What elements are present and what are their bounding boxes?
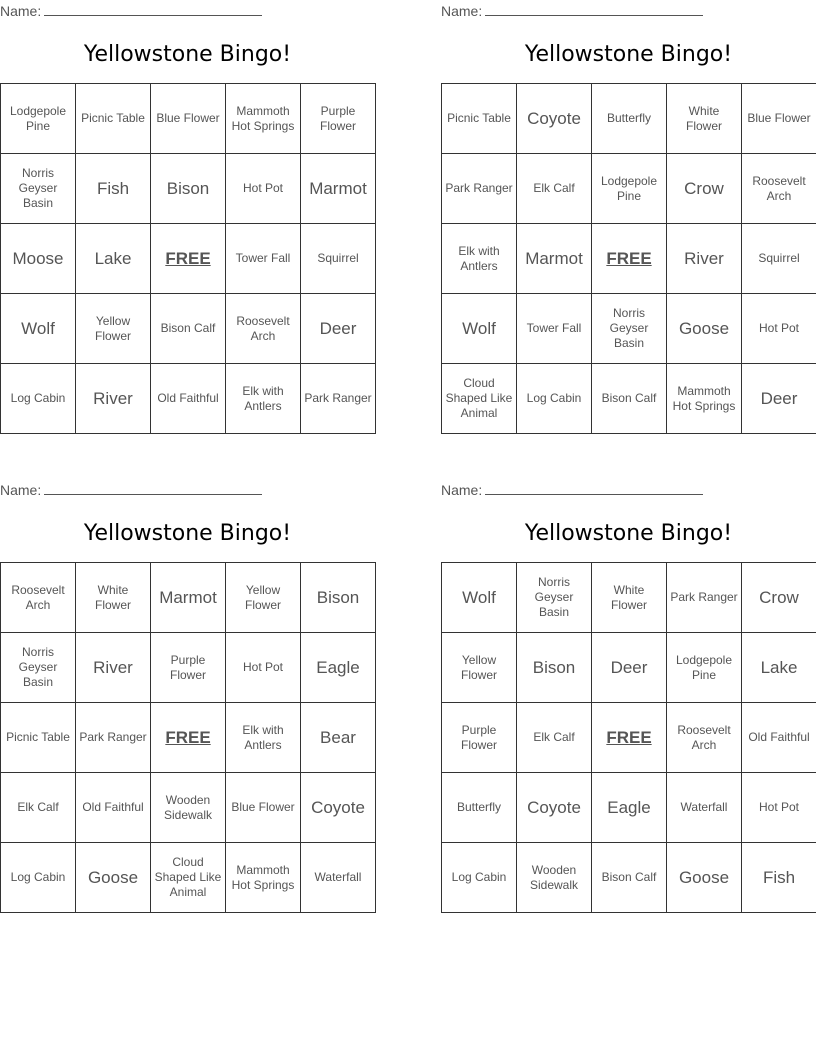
bingo-cell: Mammoth Hot Springs [226, 843, 301, 913]
bingo-cell: Hot Pot [226, 633, 301, 703]
bingo-cell: Lodgepole Pine [1, 84, 76, 154]
bingo-cell: Waterfall [667, 773, 742, 843]
name-field [0, 2, 375, 20]
bingo-cell: Blue Flower [742, 84, 816, 154]
free-space: FREE [151, 703, 226, 773]
bingo-cell: Old Faithful [151, 364, 226, 434]
bingo-cell: Goose [76, 843, 151, 913]
bingo-cell: Butterfly [592, 84, 667, 154]
bingo-cell: Deer [301, 294, 376, 364]
bingo-grid [441, 562, 816, 913]
bingo-cell: Coyote [517, 773, 592, 843]
bingo-cell: Deer [592, 633, 667, 703]
bingo-cell: Picnic Table [442, 84, 517, 154]
name-underline [485, 481, 703, 495]
bingo-cell: Hot Pot [742, 294, 816, 364]
bingo-cell: Elk with Antlers [226, 703, 301, 773]
bingo-cell: Elk with Antlers [442, 224, 517, 294]
bingo-cell: Norris Geyser Basin [1, 154, 76, 224]
bingo-cell: Bear [301, 703, 376, 773]
bingo-cell: Bison [517, 633, 592, 703]
bingo-cell: Purple Flower [442, 703, 517, 773]
name-field [441, 481, 816, 499]
bingo-cell: Butterfly [442, 773, 517, 843]
bingo-cell: Log Cabin [517, 364, 592, 434]
bingo-cell: Purple Flower [301, 84, 376, 154]
bingo-cell: Tower Fall [226, 224, 301, 294]
bingo-cell: Cloud Shaped Like Animal [442, 364, 517, 434]
card-title: Yellowstone Bingo! [524, 521, 733, 546]
bingo-cell: Park Ranger [667, 563, 742, 633]
bingo-cell: White Flower [76, 563, 151, 633]
name-field [441, 2, 816, 20]
bingo-cell: Lake [76, 224, 151, 294]
bingo-cell: Wolf [442, 563, 517, 633]
bingo-cell: Moose [1, 224, 76, 294]
bingo-cell: Wooden Sidewalk [517, 843, 592, 913]
bingo-cell: Fish [742, 843, 816, 913]
bingo-cell: Norris Geyser Basin [517, 563, 592, 633]
bingo-cell: Crow [667, 154, 742, 224]
bingo-cell: Blue Flower [226, 773, 301, 843]
bingo-cell: Hot Pot [742, 773, 816, 843]
bingo-cell: Wolf [1, 294, 76, 364]
card-title: Yellowstone Bingo! [83, 521, 292, 546]
bingo-cell: Picnic Table [76, 84, 151, 154]
bingo-cell: Roosevelt Arch [226, 294, 301, 364]
bingo-cell: Roosevelt Arch [1, 563, 76, 633]
bingo-cell: Wooden Sidewalk [151, 773, 226, 843]
bingo-cell: Crow [742, 563, 816, 633]
bingo-cell: Blue Flower [151, 84, 226, 154]
bingo-cell: Log Cabin [1, 364, 76, 434]
bingo-cell: Park Ranger [76, 703, 151, 773]
bingo-cell: Squirrel [742, 224, 816, 294]
bingo-cell: Old Faithful [76, 773, 151, 843]
bingo-card-3 [0, 481, 375, 913]
card-title: Yellowstone Bingo! [524, 42, 733, 67]
name-underline [44, 481, 262, 495]
bingo-cell: Yellow Flower [76, 294, 151, 364]
bingo-card-2 [441, 2, 816, 434]
bingo-cell: Mammoth Hot Springs [226, 84, 301, 154]
bingo-cell: Goose [667, 843, 742, 913]
bingo-cell: White Flower [667, 84, 742, 154]
bingo-cell: Bison [301, 563, 376, 633]
bingo-card-1 [0, 2, 375, 434]
bingo-cell: Elk with Antlers [226, 364, 301, 434]
bingo-cell: Bison [151, 154, 226, 224]
bingo-cell: Picnic Table [1, 703, 76, 773]
bingo-cell: Hot Pot [226, 154, 301, 224]
bingo-cell: Cloud Shaped Like Animal [151, 843, 226, 913]
bingo-cell: Norris Geyser Basin [1, 633, 76, 703]
bingo-cell: Marmot [151, 563, 226, 633]
bingo-cell: Tower Fall [517, 294, 592, 364]
bingo-cell: River [76, 633, 151, 703]
name-label: Name: [0, 482, 42, 498]
name-field [0, 481, 375, 499]
bingo-card-4 [441, 481, 816, 913]
bingo-cell: Eagle [592, 773, 667, 843]
bingo-cell: River [76, 364, 151, 434]
bingo-cell: Log Cabin [442, 843, 517, 913]
bingo-cell: Marmot [517, 224, 592, 294]
bingo-cell: Yellow Flower [226, 563, 301, 633]
bingo-cell: Log Cabin [1, 843, 76, 913]
bingo-cell: Elk Calf [1, 773, 76, 843]
bingo-cell: Bison Calf [151, 294, 226, 364]
bingo-cell: River [667, 224, 742, 294]
bingo-cell: Squirrel [301, 224, 376, 294]
name-label: Name: [0, 3, 42, 19]
bingo-cell: Old Faithful [742, 703, 816, 773]
bingo-cell: Lodgepole Pine [667, 633, 742, 703]
name-label: Name: [441, 3, 483, 19]
free-space: FREE [592, 224, 667, 294]
name-underline [44, 2, 262, 16]
card-title: Yellowstone Bingo! [83, 42, 292, 67]
bingo-cell: Waterfall [301, 843, 376, 913]
bingo-grid [0, 83, 376, 434]
name-label: Name: [441, 482, 483, 498]
bingo-cell: Park Ranger [301, 364, 376, 434]
bingo-cell: Lodgepole Pine [592, 154, 667, 224]
bingo-cell: Elk Calf [517, 703, 592, 773]
bingo-cell: Yellow Flower [442, 633, 517, 703]
free-space: FREE [592, 703, 667, 773]
bingo-cell: Marmot [301, 154, 376, 224]
bingo-cell: Norris Geyser Basin [592, 294, 667, 364]
bingo-cell: Fish [76, 154, 151, 224]
bingo-cell: Goose [667, 294, 742, 364]
bingo-cell: Bison Calf [592, 364, 667, 434]
bingo-cell: Coyote [301, 773, 376, 843]
bingo-cell: Coyote [517, 84, 592, 154]
bingo-cell: White Flower [592, 563, 667, 633]
bingo-cell: Wolf [442, 294, 517, 364]
bingo-cell: Mammoth Hot Springs [667, 364, 742, 434]
bingo-cell: Lake [742, 633, 816, 703]
bingo-cell: Eagle [301, 633, 376, 703]
bingo-cell: Roosevelt Arch [742, 154, 816, 224]
bingo-grid [441, 83, 816, 434]
bingo-cell: Deer [742, 364, 816, 434]
free-space: FREE [151, 224, 226, 294]
name-underline [485, 2, 703, 16]
bingo-cell: Elk Calf [517, 154, 592, 224]
bingo-cell: Roosevelt Arch [667, 703, 742, 773]
bingo-cell: Park Ranger [442, 154, 517, 224]
bingo-grid [0, 562, 376, 913]
bingo-cell: Purple Flower [151, 633, 226, 703]
bingo-cell: Bison Calf [592, 843, 667, 913]
